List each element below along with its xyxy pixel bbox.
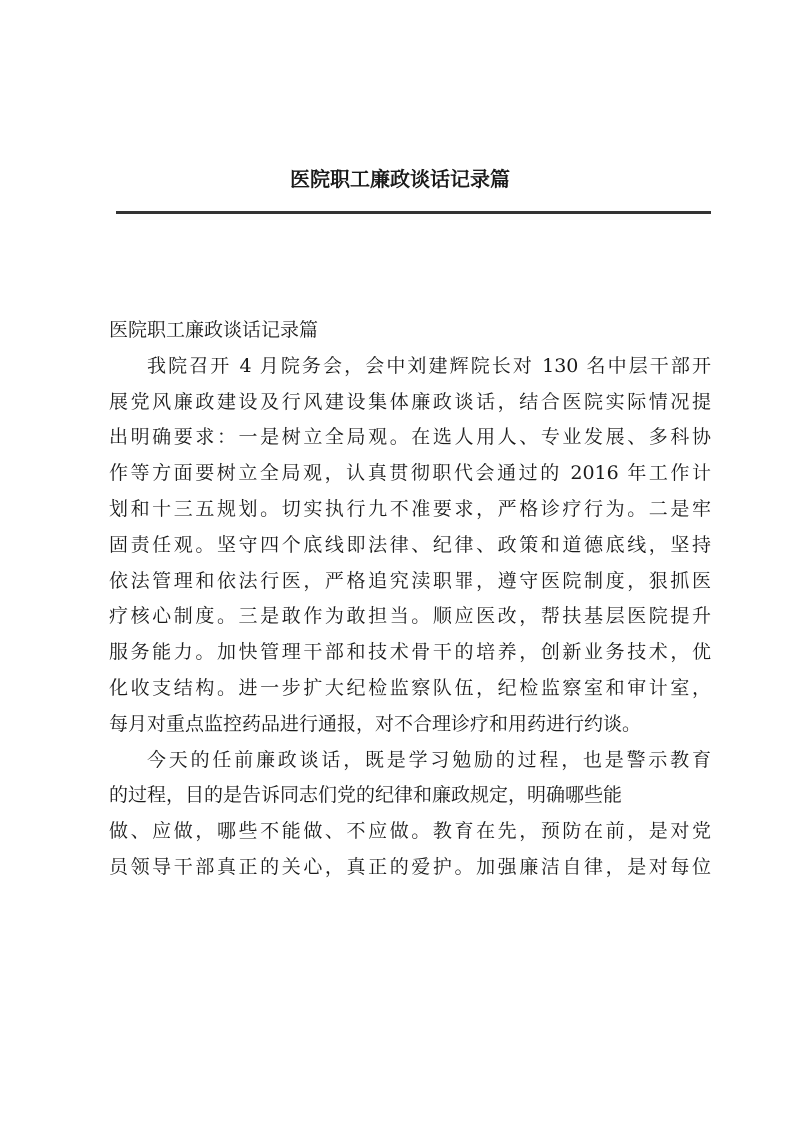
header-title: 医院职工廉政谈话记录篇	[290, 167, 510, 191]
paragraph-line: 每月对重点监控药品进行通报，对不合理诊疗和用药进行约谈。	[109, 712, 642, 735]
paragraph-line: 划和十三五规划。切实执行九不准要求，严格诊疗行为。二是牢	[109, 497, 711, 520]
header-divider	[116, 211, 711, 214]
paragraph-line: 我院召开 4 月院务会，会中刘建辉院长对 130 名中层干部开	[147, 354, 711, 377]
paragraph-line: 今天的任前廉政谈话，既是学习勉励的过程，也是警示教育	[147, 748, 711, 771]
paragraph-line: 的过程，目的是告诉同志们党的纪律和廉政规定，明确哪些能	[109, 784, 623, 807]
body-heading: 医院职工廉政谈话记录篇	[109, 319, 319, 341]
paragraph-line: 出明确要求：一是树立全局观。在选人用人、专业发展、多科协	[109, 426, 711, 449]
paragraph-line: 展党风廉政建设及行风建设集体廉政谈话，结合医院实际情况提	[109, 390, 711, 413]
paragraph-line: 员领导干部真正的关心，真正的爱护。加强廉洁自律，是对每位	[109, 855, 711, 878]
paragraph-line: 固责任观。坚守四个底线即法律、纪律、政策和道德底线，坚持	[109, 533, 711, 556]
document-body	[109, 313, 711, 886]
paragraph-line: 化收支结构。进一步扩大纪检监察队伍，纪检监察室和审计室，	[109, 676, 711, 699]
paragraph-line: 疗核心制度。三是敢作为敢担当。顺应医改，帮扶基层医院提升	[109, 605, 711, 628]
paragraph-line: 服务能力。加快管理干部和技术骨干的培养，创新业务技术，优	[109, 641, 711, 664]
paragraph-line: 作等方面要树立全局观，认真贯彻职代会通过的 2016 年工作计	[109, 462, 711, 485]
paragraph-line: 做、应做，哪些不能做、不应做。教育在先，预防在前，是对党	[109, 820, 711, 843]
paragraph-line: 依法管理和依法行医，严格追究渎职罪，遵守医院制度，狠抓医	[109, 569, 711, 592]
